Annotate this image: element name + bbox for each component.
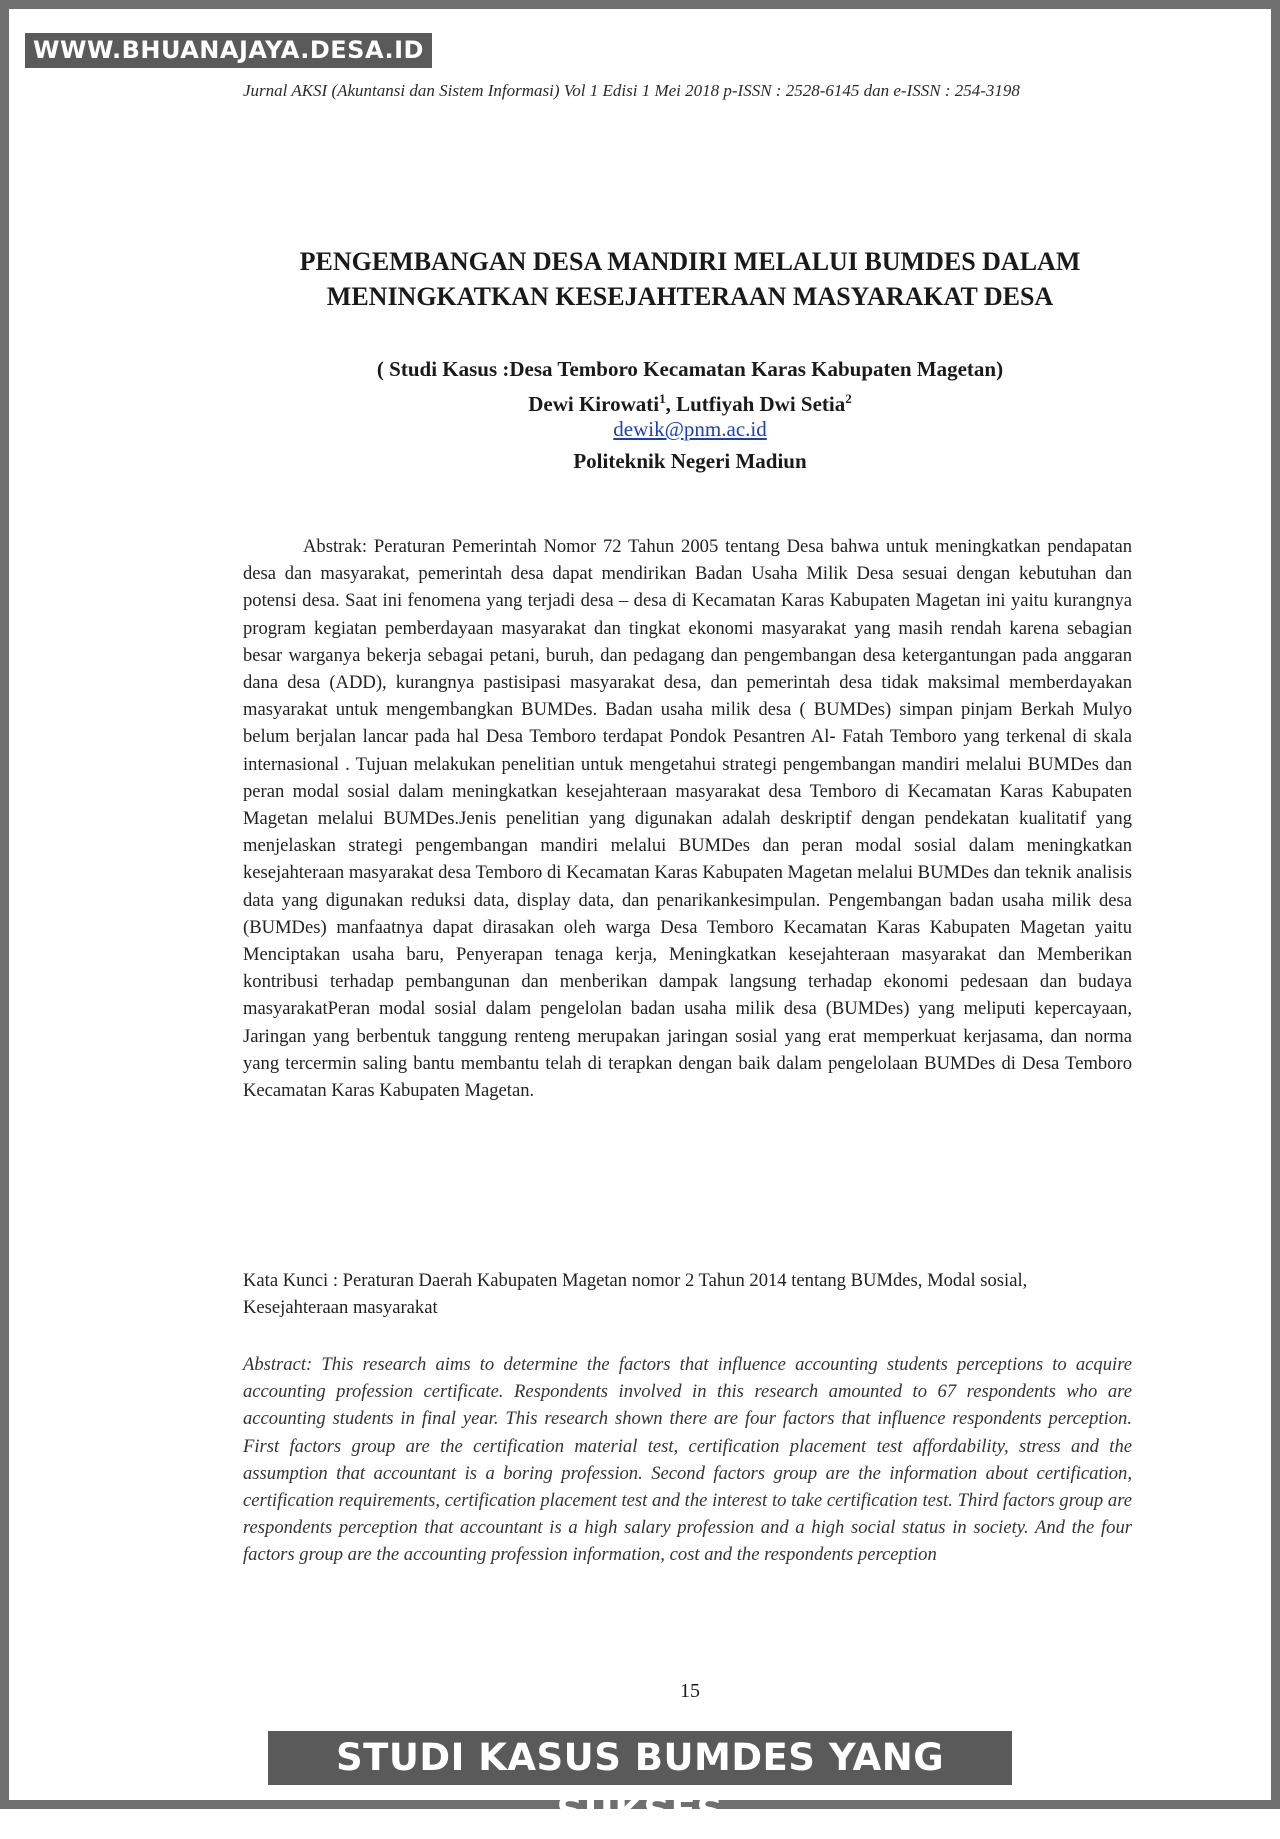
author-separator: ,	[665, 392, 677, 416]
author-2-affiliation: 2	[845, 391, 852, 406]
author-2: Lutfiyah Dwi Setia	[676, 392, 846, 416]
journal-header: Jurnal AKSI (Akuntansi dan Sistem Informasi) Vol 1 Edisi 1 Mei 2018 p-ISSN : 2528-6145 dan e-ISSN : 254-3198	[243, 81, 1020, 100]
author-email-link[interactable]: dewik@pnm.ac.id	[613, 417, 767, 441]
institution: Politeknik Negeri Madiun	[573, 449, 807, 473]
abstract-english: Abstract: This research aims to determine the factors that influence accounting students perceptions to acquire accounting profession certificate. Respondents involved in this research amounted to 67 respondents who are accounting students in final year. This research shown there are four factors that influence respondents perception. First factors group are the certification material test, certification placement test affordability, stress and the assumption that accountant is a boring profession. Second factors group are the information about certification, certification requirements, certification placement test and the interest to take certification test. Third factors group are respondents perception that accountant is a high salary profession and a high social status in society. And the four factors group are the accounting profession information, cost and the respondents perception	[243, 1354, 1132, 1566]
site-watermark: WWW.BHUANAJAYA.DESA.ID	[25, 33, 432, 68]
author-1-affiliation: 1	[659, 391, 666, 406]
page-number: 15	[680, 1680, 700, 1702]
author-email-line	[230, 414, 1150, 444]
abstract-indonesian: Abstrak: Peraturan Pemerintah Nomor 72 Tahun 2005 tentang Desa bahwa untuk meningkatkan pendapatan desa dan masyarakat, pemerintah desa dapat mendirikan Badan Usaha Milik Desa sesuai dengan kebutuhan dan potensi desa. Saat ini fenomena yang terjadi desa – desa di Kecamatan Karas Kabupaten Magetan ini yaitu kurangnya program kegiatan pemberdayaan masyarakat dan tingkat ekonomi masyarakat yang masih rendah karena sebagian besar warganya bekerja sebagai petani, buruh, dan pedagang dan pengembangan desa ketergantungan pada anggaran dana desa (ADD), kurangnya pastisipasi masyarakat desa, dan pemerintah desa tidak maksimal memberdayakan masyarakat untuk mengembangkan BUMDes. Badan usaha milik desa ( BUMDes) simpan pinjam Berkah Mulyo belum berjalan lancar pada hal Desa Temboro terdapat Pondok Pesantren Al- Fatah Temboro yang terkenal di skala internasional . Tujuan melakukan penelitian untuk mengetahui strategi pengembangan mandiri melalui BUMDes dan peran modal sosial dalam meningkatkan kesejahteraan masyarakat desa Temboro di Kecamatan Karas Kabupaten Magetan melalui BUMDes.Jenis penelitian yang digunakan adalah deskriptif dengan pendekatan kualitatif yang menjelaskan strategi pengembangan mandiri melalui BUMDes dan peran modal sosial dalam meningkatkan kesejahteraan masyarakat desa Temboro di Kecamatan Karas Kabupaten Magetan melalui BUMDes dan teknik analisis data yang digunakan reduksi data, display data, dan penarikankesimpulan. Pengembangan badan usaha milik desa (BUMDes) manfaatnya dapat dirasakan oleh warga Desa Temboro Kecamatan Karas Kabupaten Magetan yaitu Menciptakan usaha baru, Penyerapan tenaga kerja, Meningkatkan kesejahteraan masyarakat dan Memberikan kontribusi terhadap pembangunan dan menberikan dampak langsung terhadap ekonomi pedesaan dan budaya masyarakatPeran modal sosial dalam pengelolan badan usaha milik desa (BUMDes) yang meliputi kepercayaan, Jaringan yang berbentuk tanggung renteng merupakan jaringan sosial yang erat memperkuat kerjasama, dan norma yang tercermin saling bantu membantu telah di terapkan dengan baik dalam pengelolaan BUMDes di Desa Temboro Kecamatan Karas Kabupaten Magetan.	[243, 536, 1132, 1102]
paper-subtitle: ( Studi Kasus :Desa Temboro Kecamatan Karas Kabupaten Magetan)	[376, 357, 1004, 381]
keywords: Kata Kunci : Peraturan Daerah Kabupaten Magetan nomor 2 Tahun 2014 tentang BUMdes, Modal sosial, Kesejahteraan masyarakat	[243, 1270, 1028, 1319]
caption-banner: STUDI KASUS BUMDES YANG SUKSES	[268, 1731, 1012, 1785]
paper-title: PENGEMBANGAN DESA MANDIRI MELALUI BUMDES DALAM MENINGKATKAN KESEJAHTERAAN MASYARAKAT DESA	[299, 247, 1081, 311]
author-1: Dewi Kirowati	[528, 392, 660, 416]
